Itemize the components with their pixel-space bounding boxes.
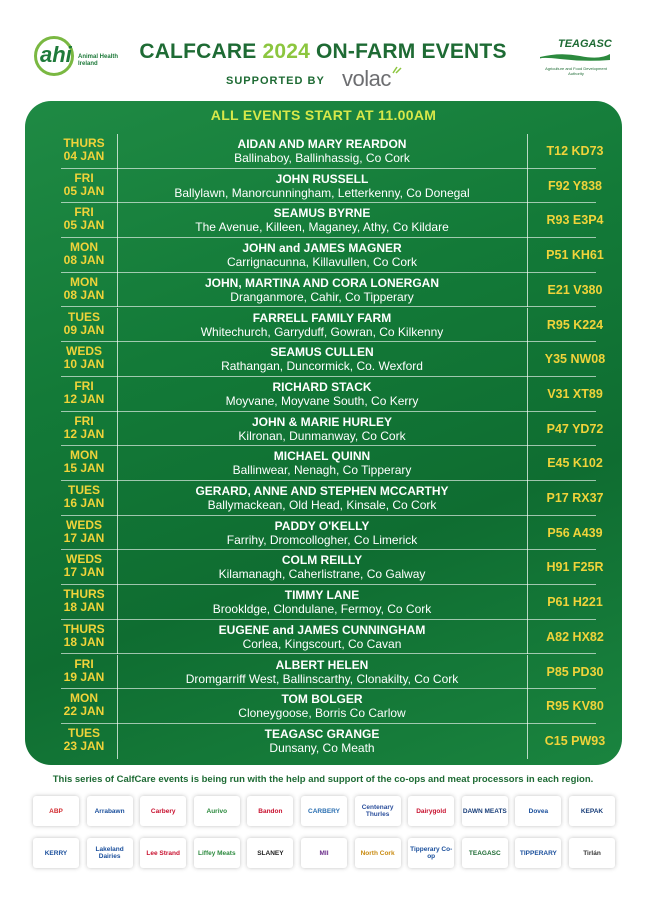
sponsor-logo bbox=[515, 796, 561, 826]
event-date bbox=[53, 519, 115, 545]
event-row bbox=[25, 273, 622, 308]
event-info bbox=[118, 588, 526, 616]
teagasc-logo-subtitle: Agriculture and Food Development Authority bbox=[545, 66, 607, 76]
event-host: FARRELL FAMILY FARM bbox=[252, 310, 392, 325]
sponsor-logo bbox=[87, 796, 133, 826]
event-eircode: T12 KD73 bbox=[546, 144, 604, 158]
event-day: TUES bbox=[67, 483, 100, 497]
event-address: Ballinaboy, Ballinhassig, Co Cork bbox=[234, 151, 410, 165]
sponsor-logo-label: Centenary Thurles bbox=[361, 804, 394, 818]
event-row bbox=[25, 550, 622, 585]
sponsor-logo bbox=[33, 838, 79, 868]
event-eircode: V31 XT89 bbox=[547, 386, 603, 401]
supported-by-label: SUPPORTED BY bbox=[226, 75, 325, 87]
event-info bbox=[118, 345, 526, 373]
event-date-value: 10 JAN bbox=[63, 357, 105, 372]
event-date bbox=[53, 380, 115, 406]
event-host: TIMMY LANE bbox=[284, 588, 360, 603]
teagasc-swoosh-icon bbox=[540, 52, 610, 62]
sponsor-logo-label: Lee Strand bbox=[146, 849, 180, 857]
event-row bbox=[25, 342, 622, 377]
event-host: GERARD, ANNE AND STEPHEN MCCARTHY bbox=[195, 484, 449, 498]
sponsor-logo bbox=[408, 796, 454, 826]
event-host: JOHN & MARIE HURLEY bbox=[251, 414, 392, 429]
event-row bbox=[25, 516, 622, 551]
event-info bbox=[118, 172, 526, 200]
sponsor-logo bbox=[355, 838, 401, 868]
event-day: THURS bbox=[63, 136, 105, 150]
page-title bbox=[128, 40, 518, 64]
event-address: Dunsany, Co Meath bbox=[269, 740, 375, 755]
event-host: MICHAEL QUINN bbox=[273, 449, 371, 464]
event-row bbox=[25, 169, 622, 204]
sponsor-logo-label: Dovea bbox=[528, 807, 549, 815]
event-host: JOHN and JAMES MAGNER bbox=[242, 241, 402, 256]
event-address: Whitechurch, Garryduff, Gowran, Co Kilkenny bbox=[200, 324, 444, 339]
sponsor-logo bbox=[462, 838, 508, 868]
event-address: Carrignacunna, Killavullen, Co Cork bbox=[226, 255, 418, 270]
event-date-value: 15 JAN bbox=[63, 461, 105, 476]
event-date bbox=[53, 415, 115, 441]
sponsor-logo bbox=[33, 796, 79, 826]
sponsor-logo-label: Aurivo bbox=[206, 807, 228, 815]
event-eircode: P56 A439 bbox=[547, 525, 603, 540]
sponsor-logo bbox=[301, 838, 347, 868]
event-day: WEDS bbox=[66, 552, 102, 567]
event-date bbox=[53, 449, 115, 475]
event-info bbox=[118, 241, 526, 269]
ahi-logo bbox=[34, 36, 120, 76]
sponsor-logo-label: Tipperary Co-op bbox=[410, 846, 453, 860]
sponsor-logo bbox=[408, 838, 454, 868]
event-host: JOHN RUSSELL bbox=[275, 171, 369, 186]
event-date bbox=[53, 172, 115, 198]
event-date-value: 22 JAN bbox=[63, 704, 105, 719]
sponsor-logo-label: Dairygold bbox=[416, 807, 447, 815]
event-date-value: 16 JAN bbox=[63, 496, 105, 510]
title-suffix: ON-FARM EVENTS bbox=[309, 40, 507, 63]
sponsor-logo-label: TIPPERARY bbox=[519, 849, 557, 857]
event-address: Brookldge, Clondulane, Fermoy, Co Cork bbox=[212, 602, 432, 617]
event-date bbox=[53, 692, 115, 718]
event-info bbox=[118, 206, 526, 234]
sponsor-logo-label: Lakeland Dairies bbox=[95, 846, 124, 860]
event-row bbox=[25, 238, 622, 273]
event-info bbox=[118, 553, 526, 581]
event-host: SEAMUS CULLEN bbox=[270, 345, 374, 360]
event-date bbox=[53, 484, 115, 510]
event-date-value: 08 JAN bbox=[63, 287, 105, 302]
event-eircode: R93 E3P4 bbox=[546, 213, 604, 228]
event-row bbox=[25, 620, 622, 655]
event-address: Cloneygoose, Borris Co Carlow bbox=[238, 706, 406, 721]
event-day: THURS bbox=[63, 621, 105, 636]
event-address: Ballymackean, Old Head, Kinsale, Co Cork bbox=[207, 498, 437, 512]
sponsor-logo-label: TEAGASC bbox=[468, 849, 501, 857]
event-host: PADDY O'KELLY bbox=[274, 518, 370, 533]
sponsor-logo bbox=[247, 796, 293, 826]
event-day: FRI bbox=[74, 413, 94, 428]
event-host: TEAGASC GRANGE bbox=[264, 726, 380, 741]
event-address: Kilamanagh, Caherlistrane, Co Galway bbox=[218, 567, 426, 582]
event-host: AIDAN AND MARY REARDON bbox=[237, 137, 407, 151]
event-address: Dromgarriff West, Ballinscarthy, Clonakilty, Co Cork bbox=[185, 671, 459, 686]
event-host: RICHARD STACK bbox=[272, 379, 372, 394]
event-day: THURS bbox=[63, 587, 105, 602]
event-info bbox=[118, 137, 526, 165]
event-day: WEDS bbox=[66, 344, 102, 359]
events-panel bbox=[25, 101, 622, 765]
header bbox=[0, 0, 646, 100]
event-info bbox=[118, 692, 526, 720]
sponsor-logo bbox=[355, 796, 401, 826]
sponsor-logo bbox=[569, 838, 615, 868]
event-info bbox=[118, 276, 526, 304]
event-date bbox=[53, 311, 115, 337]
sponsor-logo bbox=[140, 838, 186, 868]
event-address: Farrihy, Dromcollogher, Co Limerick bbox=[226, 532, 418, 547]
event-eircode: F92 Y838 bbox=[548, 178, 602, 193]
event-date bbox=[53, 727, 115, 753]
event-eircode: H91 F25R bbox=[546, 560, 604, 575]
event-address: Ballylawn, Manorcunningham, Letterkenny, Co Donegal bbox=[174, 185, 470, 200]
event-date-value: 17 JAN bbox=[63, 565, 105, 580]
event-info bbox=[118, 484, 526, 512]
sponsor-logo-label: Arrabawn bbox=[94, 807, 125, 815]
event-eircode: R95 KV80 bbox=[546, 699, 604, 714]
title-year: 2024 bbox=[262, 40, 310, 63]
event-date bbox=[53, 658, 115, 684]
event-date bbox=[53, 206, 115, 232]
event-eircode: C15 PW93 bbox=[544, 733, 606, 748]
event-date bbox=[53, 241, 115, 267]
event-row bbox=[25, 655, 622, 690]
teagasc-logo-name: TEAGASC bbox=[558, 38, 612, 50]
event-eircode: P47 YD72 bbox=[546, 421, 604, 436]
sponsor-logo bbox=[194, 838, 240, 868]
ahi-logo-mark: ahi bbox=[40, 42, 72, 67]
event-date-value: 18 JAN bbox=[63, 600, 105, 615]
event-date bbox=[53, 345, 115, 371]
event-day: FRI bbox=[74, 378, 94, 393]
event-host: COLM REILLY bbox=[281, 553, 363, 568]
event-day: WEDS bbox=[66, 517, 102, 532]
event-eircode: P61 H221 bbox=[547, 595, 603, 610]
event-row bbox=[25, 724, 622, 759]
event-eircode: P85 PD30 bbox=[546, 664, 604, 679]
event-host: EUGENE and JAMES CUNNINGHAM bbox=[218, 622, 426, 637]
ahi-logo-subtitle: Animal Health Ireland bbox=[78, 54, 119, 67]
event-eircode: P17 RX37 bbox=[546, 491, 604, 505]
event-day: MON bbox=[70, 274, 98, 289]
event-row bbox=[25, 134, 622, 169]
sponsor-logo-label: MII bbox=[319, 849, 329, 857]
event-date bbox=[53, 276, 115, 302]
volac-logo: volac bbox=[342, 66, 391, 91]
event-date-value: 12 JAN bbox=[63, 391, 105, 406]
event-info bbox=[118, 380, 526, 408]
sponsor-logo-label: Liffey Meats bbox=[198, 849, 236, 857]
sponsor-logo-label: Carbery bbox=[150, 807, 176, 815]
event-host: JOHN, MARTINA AND CORA LONERGAN bbox=[205, 275, 439, 290]
sponsor-logo bbox=[194, 796, 240, 826]
event-date-value: 08 JAN bbox=[63, 253, 105, 268]
event-day: MON bbox=[70, 691, 98, 706]
sponsor-logo-label: KERRY bbox=[44, 849, 68, 857]
event-info bbox=[118, 519, 526, 547]
event-eircode: R95 K224 bbox=[546, 317, 604, 332]
event-host: ALBERT HELEN bbox=[275, 657, 369, 672]
event-address: Ballinwear, Nenagh, Co Tipperary bbox=[232, 463, 412, 478]
events-start-time: ALL EVENTS START AT 11.00AM bbox=[210, 107, 437, 123]
sponsor-logo bbox=[462, 796, 508, 826]
sponsor-logo-label: ABP bbox=[49, 807, 63, 815]
event-row bbox=[25, 412, 622, 447]
event-date bbox=[53, 588, 115, 614]
event-eircode: E21 V380 bbox=[547, 282, 603, 297]
event-row bbox=[25, 308, 622, 343]
event-date-value: 19 JAN bbox=[63, 669, 105, 684]
sponsor-logo-label: SLANEY bbox=[257, 849, 284, 857]
event-address: Dranganmore, Cahir, Co Tipperary bbox=[230, 289, 414, 304]
event-info bbox=[118, 727, 526, 755]
event-address: Kilronan, Dunmanway, Co Cork bbox=[238, 428, 406, 443]
event-date-value: 12 JAN bbox=[63, 426, 105, 441]
event-address: The Avenue, Killeen, Maganey, Athy, Co Kildare bbox=[195, 220, 449, 235]
event-date-value: 05 JAN bbox=[63, 218, 105, 233]
sponsor-logo-label: CARBERY bbox=[308, 807, 340, 815]
event-row bbox=[25, 689, 622, 724]
sponsor-logo-label: North Cork bbox=[360, 849, 395, 857]
event-day: FRI bbox=[74, 205, 94, 220]
event-row bbox=[25, 203, 622, 238]
event-info bbox=[118, 415, 526, 443]
event-day: FRI bbox=[74, 656, 94, 671]
event-address: Corlea, Kingscourt, Co Cavan bbox=[242, 636, 402, 651]
sponsor-logo-label: Bandon bbox=[258, 807, 283, 815]
event-date-value: 23 JAN bbox=[63, 738, 105, 753]
event-day: TUES bbox=[67, 309, 100, 324]
event-date-value: 04 JAN bbox=[63, 149, 105, 163]
volac-leaf-icon bbox=[392, 66, 402, 74]
event-row bbox=[25, 481, 622, 516]
event-date-value: 09 JAN bbox=[63, 322, 105, 337]
event-eircode: Y35 NW08 bbox=[544, 352, 606, 367]
event-row bbox=[25, 377, 622, 412]
event-date-value: 05 JAN bbox=[63, 183, 105, 198]
event-host: TOM BOLGER bbox=[281, 692, 363, 707]
event-date-value: 17 JAN bbox=[63, 530, 105, 545]
event-eircode: E45 K102 bbox=[547, 456, 603, 471]
event-day: TUES bbox=[67, 725, 100, 740]
event-address: Moyvane, Moyvane South, Co Kerry bbox=[225, 393, 419, 408]
sponsor-logo bbox=[247, 838, 293, 868]
event-info bbox=[118, 658, 526, 686]
sponsor-logo bbox=[87, 838, 133, 868]
event-info bbox=[118, 311, 526, 339]
sponsor-logo bbox=[515, 838, 561, 868]
event-day: FRI bbox=[74, 170, 94, 185]
event-info bbox=[118, 623, 526, 651]
sponsor-logo-label: KEPAK bbox=[580, 807, 604, 815]
event-address: Rathangan, Duncormick, Co. Wexford bbox=[221, 359, 423, 374]
sponsor-logo-label: Tirlán bbox=[583, 849, 601, 857]
event-host: SEAMUS BYRNE bbox=[273, 206, 371, 221]
event-row bbox=[25, 446, 622, 481]
event-row bbox=[25, 585, 622, 620]
event-info bbox=[118, 449, 526, 477]
footer-text: This series of CalfCare events is being run with the help and support of the co-ops and meat processors in each region. bbox=[52, 774, 594, 785]
sponsor-logo bbox=[140, 796, 186, 826]
event-date-value: 18 JAN bbox=[63, 634, 105, 649]
event-eircode: A82 HX82 bbox=[546, 629, 604, 644]
teagasc-logo bbox=[538, 38, 614, 76]
title-prefix: CALFCARE bbox=[139, 40, 263, 63]
event-day: MON bbox=[70, 240, 98, 255]
sponsor-logo bbox=[569, 796, 615, 826]
sponsor-logo-label: DAWN MEATS bbox=[462, 807, 507, 815]
event-date bbox=[53, 553, 115, 579]
sponsor-logo bbox=[301, 796, 347, 826]
event-day: MON bbox=[70, 448, 98, 463]
event-date bbox=[53, 137, 115, 163]
event-eircode: P51 KH61 bbox=[546, 248, 604, 263]
event-date bbox=[53, 623, 115, 649]
